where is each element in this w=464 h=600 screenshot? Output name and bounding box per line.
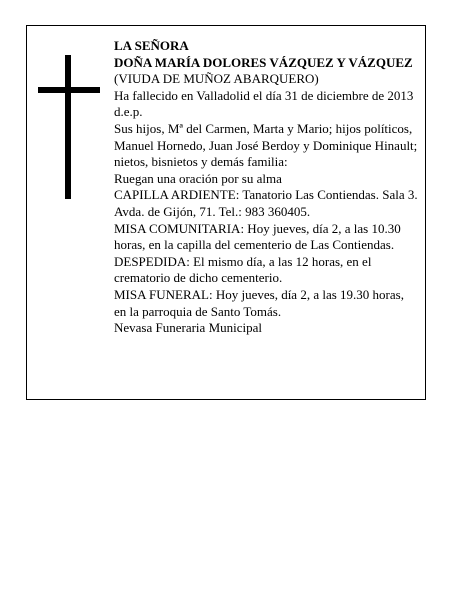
cross-icon — [38, 55, 100, 199]
notice-text — [114, 38, 419, 337]
cross-vertical-bar — [65, 55, 71, 199]
funeral-home: Nevasa Funeraria Municipal — [114, 320, 263, 336]
deceased-name: DOÑA MARÍA DOLORES VÁZQUEZ Y VÁZQUEZ — [114, 54, 413, 70]
obituary-notice — [26, 25, 426, 400]
farewell-info: DESPEDIDA: El mismo día, a las 12 horas, en el crematorio de dicho cementerio. — [114, 253, 372, 286]
community-mass-info: MISA COMUNITARIA: Hoy jueves, día 2, a las 10.30 horas, en la capilla del cementerio de Las Contiendas. — [114, 220, 401, 253]
cross-horizontal-bar — [38, 87, 100, 93]
death-statement: Ha fallecido en Valladolid el día 31 de diciembre de 2013 — [114, 87, 414, 103]
title-line-1: LA SEÑORA — [114, 38, 189, 53]
chapel-info: CAPILLA ARDIENTE: Tanatorio Las Contiendas. Sala 3. Avda. de Gijón, 71. Tel.: 983 360405. — [114, 187, 418, 219]
prayer-request: Ruegan una oración por su alma — [114, 170, 282, 186]
dep-text: d.e.p. — [114, 104, 143, 120]
widow-of: (VIUDA DE MUÑOZ ABARQUERO) — [114, 71, 319, 87]
funeral-mass-info: MISA FUNERAL: Hoy jueves, día 2, a las 19.30 horas, en la parroquia de Santo Tomás. — [114, 286, 404, 319]
family-list: Sus hijos, Mª del Carmen, Marta y Mario; hijos políticos, Manuel Hornedo, Juan José Berdoy y Dominique Hinault; nietos, bisnietos y demás familia: — [114, 120, 418, 170]
